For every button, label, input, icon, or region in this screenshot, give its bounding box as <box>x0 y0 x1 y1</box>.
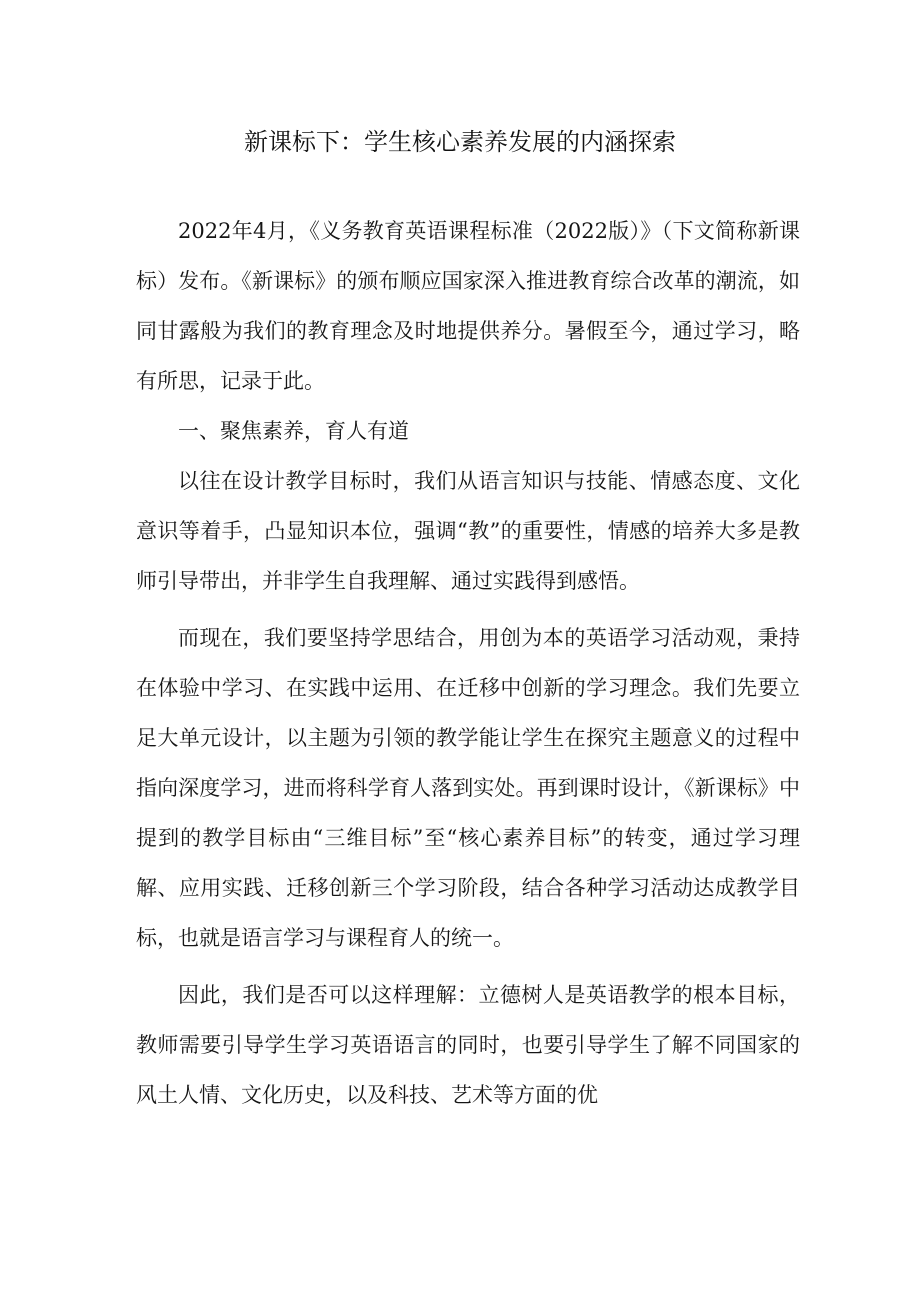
section-heading: 一、聚焦素养，育人有道 <box>178 419 409 443</box>
document-title: 新课标下：学生核心素养发展的内涵探索 <box>244 128 676 156</box>
paragraph-intro: 2022年4月，《义务教育英语课程标准（2022版）》（下文简称新课标）发布。《新课标》的颁布顺应国家深入推进教育综合改革的潮流，如同甘露般为我们的教育理念及时地提供养分。暑假至今，通过学习，略有所思，记录于此。 <box>136 219 800 393</box>
paragraph-current-approach: 而现在，我们要坚持学思结合，用创为本的英语学习活动观，秉持在体验中学习、在实践中运用、在迁移中创新的学习理念。我们先要立足大单元设计，以主题为引领的教学能让学生在探究主题意义的过程中指向深度学习，进而将科学育人落到实处。再到课时设计，《新课标》中提到的教学目标由“三维目标”至“核心素养目标”的转变，通过学习理解、应用实践、迁移创新三个学习阶段，结合各种学习活动达成教学目标，也就是语言学习与课程育人的统一。 <box>136 626 800 950</box>
paragraph-past-goals: 以往在设计教学目标时，我们从语言知识与技能、情感态度、文化意识等着手，凸显知识本位，强调“教”的重要性，情感的培养大多是教师引导带出，并非学生自我理解、通过实践得到感悟。 <box>136 469 800 593</box>
document-body <box>136 206 800 1120</box>
paragraph-conclusion: 因此，我们是否可以这样理解：立德树人是英语教学的根本目标，教师需要引导学生学习英语语言的同时，也要引导学生了解不同国家的风土人情、文化历史，以及科技、艺术等方面的优 <box>136 983 800 1107</box>
